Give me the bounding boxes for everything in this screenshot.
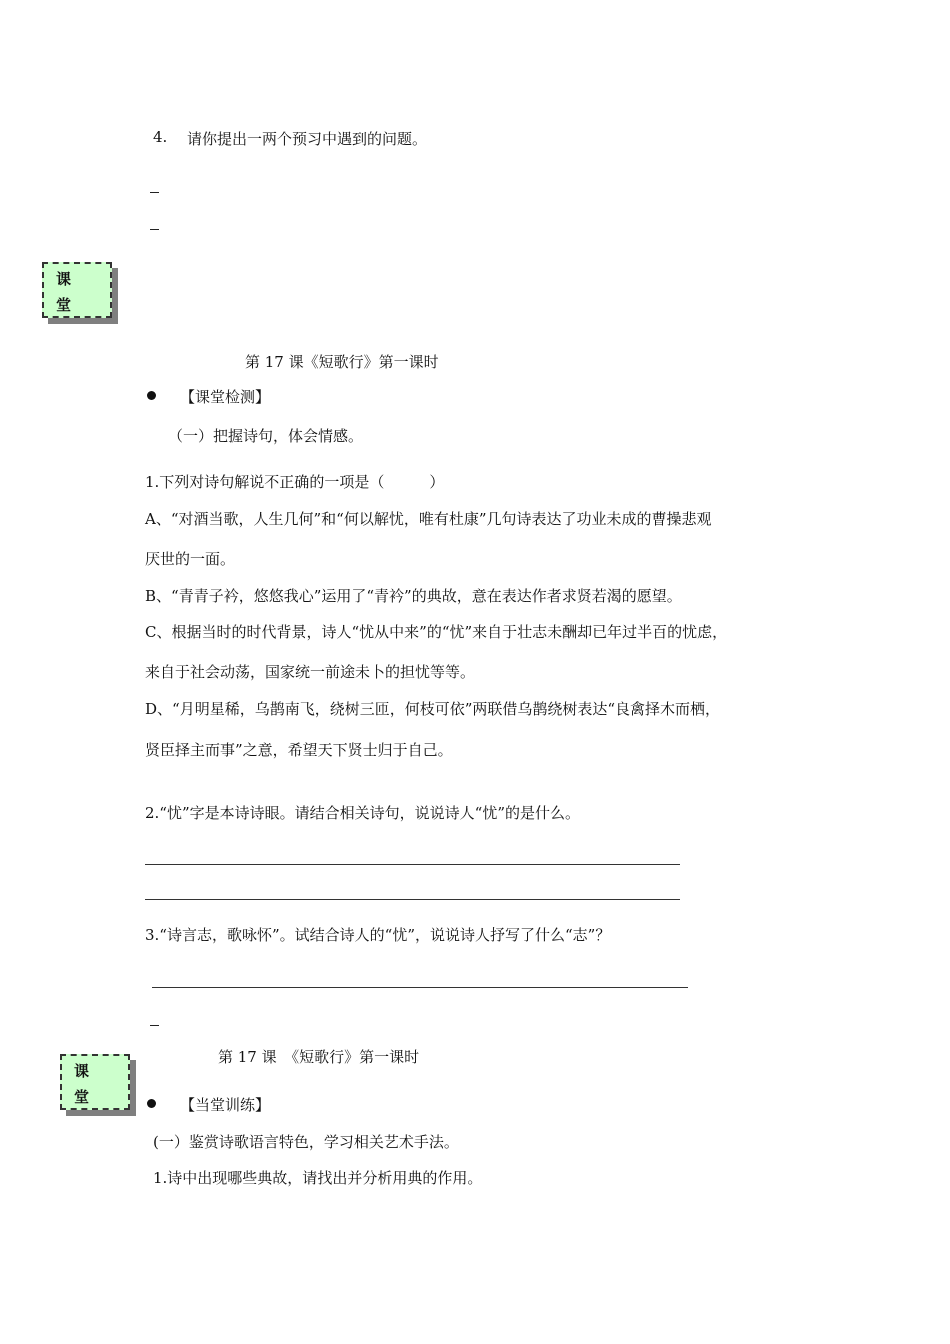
section2-heading: 【当堂训练】 [180, 1096, 271, 1114]
section2-title: 第 17 课 《短歌行》第一课时 [218, 1048, 420, 1066]
badge-line1: 课 [74, 1062, 90, 1080]
section1-subheading: （一）把握诗句，体会情感。 [168, 427, 364, 445]
q2-text: 2.“忧”字是本诗诗眼。请结合相关诗句，说说诗人“忧”的是什么。 [145, 804, 580, 822]
section1-heading: 【课堂检测】 [180, 388, 271, 406]
badge-line1: 课 [56, 270, 72, 288]
answer-blank [150, 1025, 159, 1026]
answer-blank [150, 192, 159, 193]
section2-subheading: (一）鉴赏诗歌语言特色，学习相关艺术手法。 [153, 1133, 459, 1151]
q1-option-a-line2: 厌世的一面。 [145, 550, 236, 568]
q1-option-c-line2: 来自于社会动荡，国家统一前途未卜的担忧等等。 [145, 663, 476, 681]
badge-box [42, 262, 112, 318]
badge-line2: 堂 [56, 296, 72, 314]
preview-q4-text: 请你提出一两个预习中遇到的问题。 [187, 130, 428, 148]
q1-option-c-line1: C、根据当时的时代背景，诗人“忧从中来”的“忧”来自于壮志未酬却已年过半百的忧虑， [145, 623, 728, 641]
classroom-badge [60, 1054, 130, 1110]
section2-q1: 1.诗中出现哪些典故，请找出并分析用典的作用。 [153, 1169, 483, 1187]
bullet-icon [147, 1099, 156, 1108]
section1-title: 第 17 课《短歌行》第一课时 [245, 353, 439, 371]
bullet-icon [147, 391, 156, 400]
answer-line [145, 864, 680, 865]
q1-option-a-line1: A、“对酒当歌，人生几何”和“何以解忧，唯有杜康”几句诗表达了功业未成的曹操悲观 [145, 510, 712, 528]
q1-stem: 1.下列对诗句解说不正确的一项是（ ） [145, 473, 445, 491]
answer-blank [150, 229, 159, 230]
badge-box [60, 1054, 130, 1110]
q1-option-b: B、“青青子衿，悠悠我心”运用了“青衿”的典故，意在表达作者求贤若渴的愿望。 [145, 587, 682, 605]
classroom-badge [42, 262, 112, 318]
q3-text: 3.“诗言志，歌咏怀”。试结合诗人的“忧”，说说诗人抒写了什么“志”？ [145, 926, 611, 944]
answer-line [145, 899, 680, 900]
q1-option-d-line1: D、“月明星稀，乌鹊南飞，绕树三匝，何枝可依”两联借乌鹊绕树表达“良禽择木而栖， [145, 700, 721, 718]
badge-line2: 堂 [74, 1088, 90, 1106]
answer-line [152, 987, 688, 988]
q1-option-d-line2: 贤臣择主而事”之意，希望天下贤士归于自己。 [145, 741, 453, 759]
preview-q4-number: 4. [153, 128, 168, 146]
